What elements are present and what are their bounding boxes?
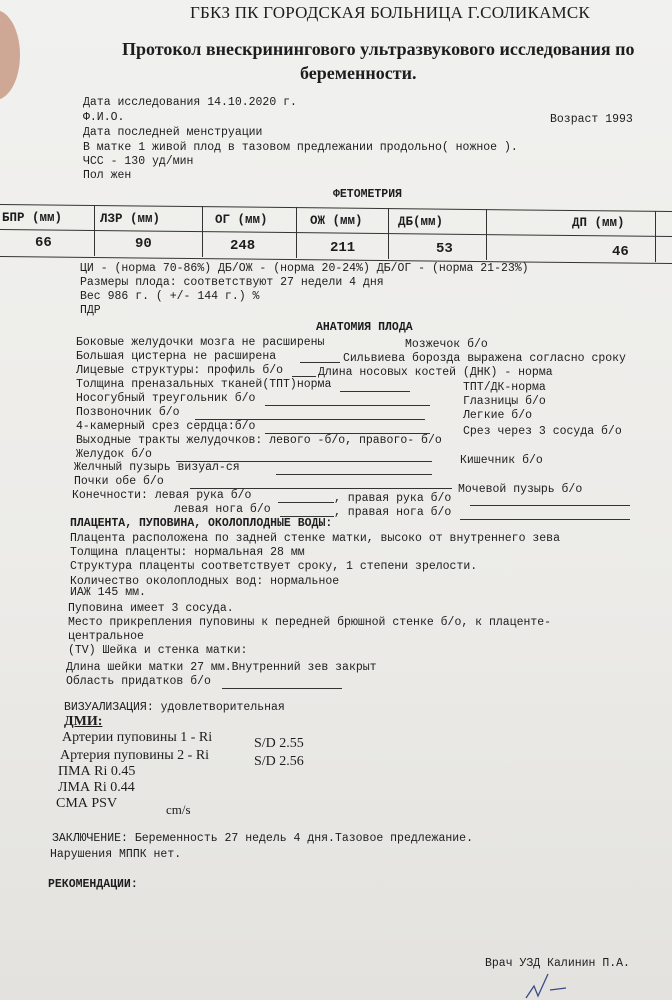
fetometry-header-bpr: БПР (мм) (2, 211, 63, 225)
conclusion: ЗАКЛЮЧЕНИЕ: Беременность 27 недель 4 дня.Тазовое предлежание. (52, 832, 473, 845)
anatomy-heart: 4-камерный срез сердца:б/о (76, 420, 256, 433)
cervix-heading: (TV) Шейка и стенка матки: (68, 644, 248, 657)
anatomy-sylvian-fissure: Сильвиева борозда выражена согласно сроку (343, 352, 626, 365)
anatomy-outflow-tracts: Выходные тракты желудочков: левого -б/о, правого- б/о (76, 434, 442, 447)
amniotic-fluid: Количество околоплодных вод: нормальное (70, 575, 340, 588)
fetometry-value-ozh: 211 (330, 240, 356, 256)
anatomy-intestine: Кишечник б/о (460, 454, 543, 467)
fetometry-header-ozh: ОЖ (мм) (310, 214, 363, 228)
fetometry-header-og: ОГ (мм) (215, 213, 268, 227)
umbilical-artery-1: Артерии пуповины 1 - Ri (62, 730, 213, 745)
doctor-signature-line: Врач УЗД Калинин П.А. (485, 957, 630, 970)
anatomy-orbits: Глазницы б/о (463, 395, 546, 408)
anatomy-heading: АНАТОМИЯ ПЛОДА (316, 321, 413, 334)
anatomy-cisterna-magna: Большая цистерна не расширена (76, 350, 277, 363)
anatomy-nasolabial: Носогубный треугольник б/о (76, 392, 256, 405)
anatomy-right-leg: , правая нога б/о (334, 506, 452, 519)
placenta-structure: Структура плаценты соответствует сроку, 1 степени зрелости. (70, 560, 478, 573)
fetus-position: В матке 1 живой плод в тазовом предлежании продольно( ножное ). (83, 141, 518, 154)
umbilical-artery-2-sd: S/D 2.56 (254, 754, 304, 769)
circulation-disorders: Нарушения МППК нет. (50, 848, 182, 861)
adnexa: Область придатков б/о (66, 675, 211, 688)
anatomy-stomach: Желудок б/о (76, 448, 152, 461)
due-date: ПДР (80, 304, 101, 317)
heart-rate: ЧСС - 130 уд/мин (83, 155, 194, 168)
velocity-unit: cm/s (166, 802, 191, 817)
middle-cerebral-artery: СМА PSV (56, 796, 118, 811)
fetometry-header-db: ДБ(мм) (398, 215, 444, 229)
anatomy-gallbladder: Желчный пузырь визуал-ся (74, 461, 240, 474)
fetometry-value-og: 248 (230, 238, 256, 254)
anatomy-bladder: Мочевой пузырь б/о (458, 483, 583, 496)
finger-shadow (0, 10, 20, 100)
fetal-size: Размеры плода: соответствуют 27 недели 4 дня (80, 276, 384, 289)
fetometry-value-dp: 46 (612, 244, 629, 260)
index-ci: ЦИ - (норма 70-86%) ДБ/ОЖ - (норма 20-24%) ДБ/ОГ - (норма 21-23%) (80, 262, 529, 275)
anatomy-lateral-ventricles: Боковые желудочки мозга не расширены (76, 336, 325, 349)
left-uterine-artery: ЛМА Ri 0.44 (58, 780, 135, 795)
recommendations: РЕКОМЕНДАЦИИ: (48, 878, 138, 891)
anatomy-kidneys: Почки обе б/о (74, 475, 164, 488)
fetometry-heading: ФЕТОМЕТРИЯ (333, 188, 403, 201)
right-uterine-artery: ПМА Ri 0.45 (58, 764, 136, 779)
anatomy-lungs: Легкие б/о (463, 409, 533, 422)
signature-mark (520, 968, 580, 1000)
hospital-name: ГБКЗ ПК ГОРОДСКАЯ БОЛЬНИЦА Г.СОЛИКАМСК (190, 3, 590, 22)
fetometry-header-dp: ДП (мм) (572, 216, 625, 230)
anatomy-nasal-bone: Длина носовых костей (ДНК) - норма (318, 366, 553, 379)
fetus-sex: Пол жен (83, 169, 132, 182)
cord-insertion: Место прикрепления пуповины к передней брюшной стенке б/о, к плаценте- (68, 616, 552, 629)
patient-name-label: Ф.И.О. (83, 111, 125, 124)
anatomy-face: Лицевые структуры: профиль б/о (76, 364, 284, 377)
document-title-line1: Протокол внескринингового ультразвукового исследования по (122, 39, 635, 59)
umbilical-artery-2: Артерия пуповины 2 - Ri (60, 748, 210, 763)
anatomy-left-arm: Конечности: левая рука б/о (72, 489, 252, 502)
visualization: ВИЗУАЛИЗАЦИЯ: удовлетворительная (64, 701, 285, 714)
last-menstruation: Дата последней менструации (83, 126, 263, 139)
fetometry-value-lzr: 90 (135, 236, 152, 252)
anatomy-ppt-nb: ТПТ/ДК-норма (463, 381, 546, 394)
fetometry-value-db: 53 (436, 241, 453, 257)
anatomy-left-leg: левая нога б/о (174, 503, 271, 516)
placenta-location: Плацента расположена по задней стенке матки, высоко от внутреннего зева (70, 532, 560, 545)
anatomy-spine: Позвоночник б/о (76, 406, 180, 419)
patient-age: Возраст 1993 (550, 113, 633, 126)
umbilical-vessels: Пуповина имеет 3 сосуда. (68, 602, 234, 615)
fetometry-value-bpr: 66 (35, 235, 52, 251)
fetometry-header-lzr: ЛЗР (мм) (100, 212, 161, 226)
cord-insertion-cont: центральное (68, 630, 144, 643)
amniotic-index: ИАЖ 145 мм. (70, 586, 146, 599)
fetal-weight: Вес 986 г. ( +/- 144 г.) % (80, 290, 260, 303)
anatomy-right-arm: , правая рука б/о (334, 492, 452, 505)
placenta-heading: ПЛАЦЕНТА, ПУПОВИНА, ОКОЛОПЛОДНЫЕ ВОДЫ: (70, 517, 333, 530)
placenta-thickness: Толщина плаценты: нормальная 28 мм (70, 546, 305, 559)
cervix-length: Длина шейки матки 27 мм.Внутренний зев закрыт (66, 661, 377, 674)
exam-date: Дата исследования 14.10.2020 г. (83, 96, 297, 109)
umbilical-artery-1-sd: S/D 2.55 (254, 736, 304, 751)
anatomy-cerebellum: Мозжечок б/о (405, 338, 488, 351)
anatomy-three-vessel: Срез через 3 сосуда б/о (463, 425, 622, 438)
anatomy-prenasal-tissue: Толщина преназальных тканей(ТПТ)норма (76, 378, 332, 391)
doppler-heading: ДМИ: (64, 714, 103, 729)
document-title-line2: беременности. (300, 63, 417, 83)
